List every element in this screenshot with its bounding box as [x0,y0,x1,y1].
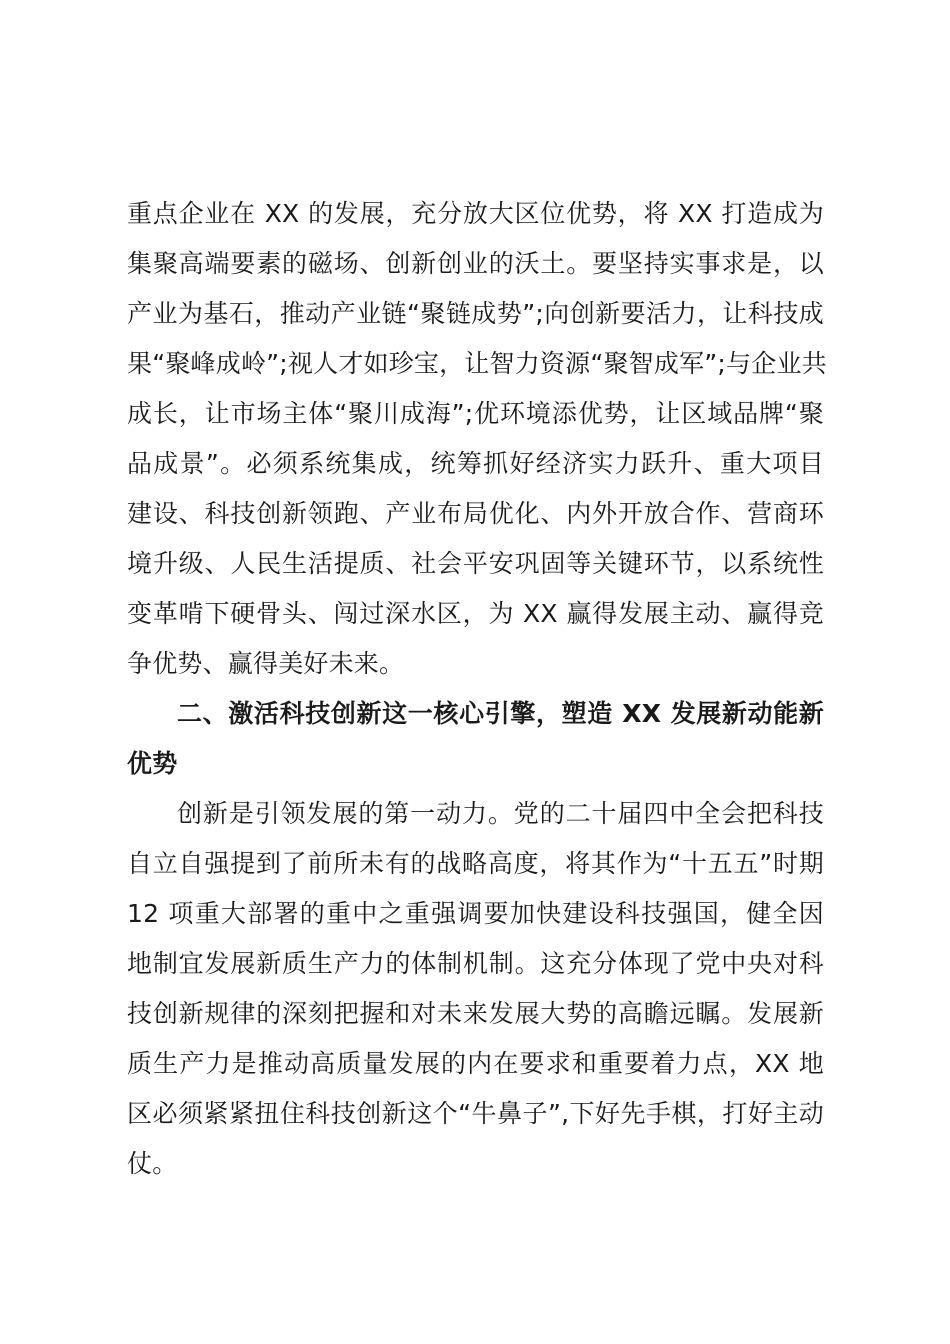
section-heading-2 [127,689,824,789]
paragraph-line: 区必须紧紧扭住科技创新这个“牛鼻子”,下好先手棋，打好主动 [127,1099,824,1128]
paragraph-line: 自立自强提到了前所未有的战略高度，将其作为“十五五”时期 [127,849,824,878]
paragraph-line: 争优势、赢得美好未来。 [127,649,405,678]
paragraph-line: 12 项重大部署的重中之重强调要加快建设科技强国，健全因 [127,899,824,928]
paragraph-line: 地制宜发展新质生产力的体制机制。这充分体现了党中央对科 [127,949,824,978]
paragraph-line: 品成景”。必须系统集成，统筹抓好经济实力跃升、重大项目 [127,449,824,478]
paragraph-1 [127,189,827,689]
paragraph-line: 变革啃下硬骨头、闯过深水区，为 XX 赢得发展主动、赢得竞 [127,599,824,628]
paragraph-line: 建设、科技创新领跑、产业布局优化、内外开放合作、营商环 [127,499,824,528]
paragraph-line: 境升级、人民生活提质、社会平安巩固等关键环节，以系统性 [127,549,824,578]
paragraph-line: 重点企业在 XX 的发展，充分放大区位优势，将 XX 打造成为 [127,199,824,228]
paragraph-line: 产业为基石，推动产业链“聚链成势”;向创新要活力，让科技成 [127,299,824,328]
paragraph-line: 技创新规律的深刻把握和对未来发展大势的高瞻远瞩。发展新 [127,999,824,1028]
paragraph-2 [127,789,824,1189]
heading-line: 优势 [127,749,178,778]
paragraph-line: 成长，让市场主体“聚川成海”;优环境添优势，让区域品牌“聚 [127,399,824,428]
document-body [127,189,827,1189]
paragraph-line: 质生产力是推动高质量发展的内在要求和重要着力点，XX 地 [127,1049,824,1078]
paragraph-line: 果“聚峰成岭”;视人才如珍宝，让智力资源“聚智成军”;与企业共 [127,349,827,378]
paragraph-line: 创新是引领发展的第一动力。党的二十届四中全会把科技 [177,799,824,828]
heading-line: 二、激活科技创新这一核心引擎，塑造 XX 发展新动能新 [177,699,824,728]
paragraph-line: 集聚高端要素的磁场、创新创业的沃土。要坚持实事求是，以 [127,249,824,278]
paragraph-line: 仗。 [127,1149,178,1178]
